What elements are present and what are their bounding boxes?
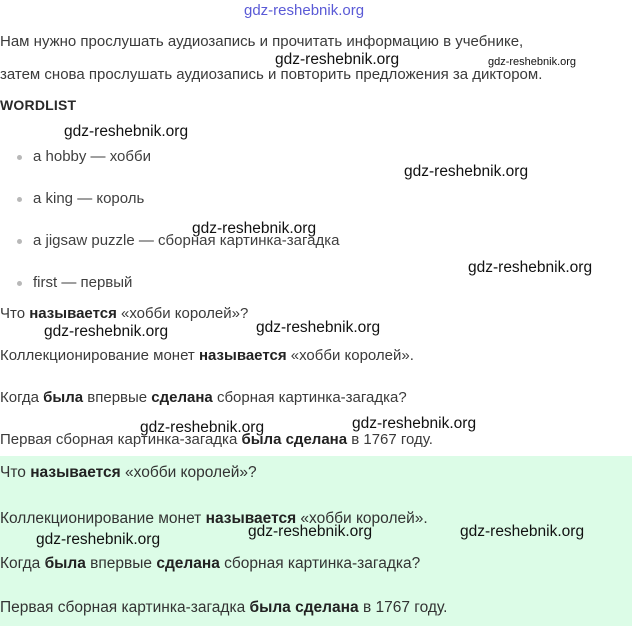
intro-text-line-2: затем снова прослушать аудиозапись и повторить предложения за диктором. bbox=[0, 66, 543, 83]
watermark: gdz-reshebnik.org bbox=[256, 319, 381, 336]
bullet-icon bbox=[17, 197, 22, 202]
sentence-2: Коллекционирование монет называется «хобби королей». bbox=[0, 347, 414, 364]
answer-sentence-2: Коллекционирование монет называется «хобби королей». bbox=[0, 510, 428, 527]
watermark: gdz-reshebnik.org bbox=[275, 51, 400, 68]
wordlist-heading: WORDLIST bbox=[0, 97, 77, 113]
sentence-1: Что называется «хобби королей»? bbox=[0, 305, 249, 322]
bullet-icon bbox=[17, 239, 22, 244]
watermark: gdz-reshebnik.org bbox=[64, 123, 189, 140]
watermark: gdz-reshebnik.org bbox=[468, 259, 593, 276]
bullet-icon bbox=[17, 155, 22, 160]
wordlist-item: a jigsaw puzzle — сборная картинка-загадка bbox=[17, 232, 339, 249]
watermark: gdz-reshebnik.org bbox=[36, 531, 161, 548]
intro-text-line-1: Нам нужно прослушать аудиозапись и прочитать информацию в учебнике, bbox=[0, 33, 524, 50]
answer-sentence-1: Что называется «хобби королей»? bbox=[0, 464, 257, 481]
sentence-3: Когда была впервые сделана сборная картинка-загадка? bbox=[0, 389, 407, 406]
watermark: gdz-reshebnik.org bbox=[460, 523, 585, 540]
wordlist-item: a king — король bbox=[17, 190, 144, 207]
watermark: gdz-reshebnik.org bbox=[140, 419, 265, 436]
watermark: gdz-reshebnik.org bbox=[352, 415, 477, 432]
answer-sentence-4: Первая сборная картинка-загадка была сделана в 1767 году. bbox=[0, 599, 448, 616]
sentence-4: Первая сборная картинка-загадка была сделана в 1767 году. bbox=[0, 431, 433, 448]
watermark: gdz-reshebnik.org bbox=[248, 523, 373, 540]
watermark: gdz-reshebnik.org bbox=[404, 163, 529, 180]
wordlist-item: a hobby — хобби bbox=[17, 148, 151, 165]
watermark: gdz-reshebnik.org bbox=[192, 220, 317, 237]
wordlist-item: first — первый bbox=[17, 274, 132, 291]
bullet-icon bbox=[17, 281, 22, 286]
watermark: gdz-reshebnik.org bbox=[488, 56, 577, 68]
watermark: gdz-reshebnik.org bbox=[44, 323, 169, 340]
site-header-link[interactable]: gdz-reshebnik.org bbox=[244, 2, 365, 19]
answer-sentence-3: Когда была впервые сделана сборная картинка-загадка? bbox=[0, 555, 421, 572]
